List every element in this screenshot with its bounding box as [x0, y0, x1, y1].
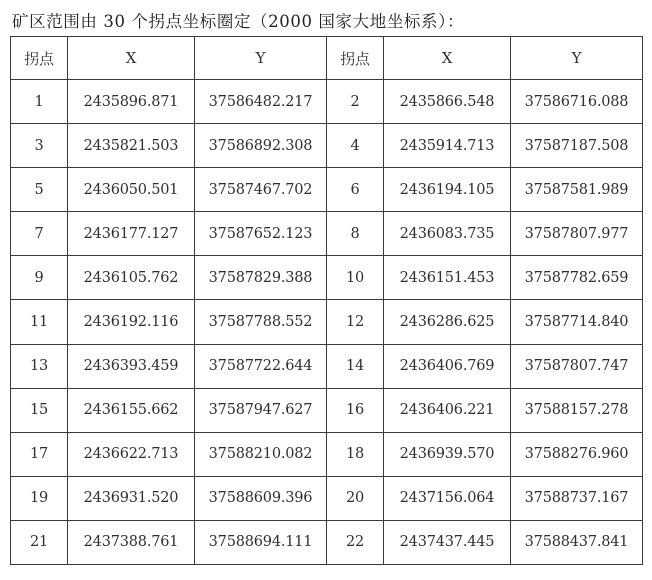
y-coordinate: 37588210.082	[195, 432, 327, 476]
x-coordinate: 2436286.625	[384, 300, 511, 344]
x-coordinate: 2436939.570	[384, 432, 511, 476]
x-coordinate: 2437156.064	[384, 476, 511, 520]
x-coordinate: 2436622.713	[68, 432, 195, 476]
x-coordinate: 2437388.761	[68, 520, 195, 564]
x-coordinate: 2437437.445	[384, 520, 511, 564]
x-coordinate: 2435866.548	[384, 80, 511, 124]
y-coordinate: 37588609.396	[195, 476, 327, 520]
y-coordinate: 37587807.747	[511, 344, 643, 388]
y-coordinate: 37587187.508	[511, 124, 643, 168]
x-coordinate: 2435821.503	[68, 124, 195, 168]
x-coordinate: 2436931.520	[68, 476, 195, 520]
table-row	[11, 344, 643, 388]
y-coordinate: 37587714.840	[511, 300, 643, 344]
x-coordinate: 2436105.762	[68, 256, 195, 300]
y-coordinate: 37587581.989	[511, 168, 643, 212]
header-y-left: Y	[195, 37, 327, 80]
table-row	[11, 476, 643, 520]
point-number: 20	[327, 476, 384, 520]
y-coordinate: 37587782.659	[511, 256, 643, 300]
y-coordinate: 37587788.552	[195, 300, 327, 344]
table-row	[11, 520, 643, 564]
header-row	[11, 37, 643, 80]
x-coordinate: 2436406.769	[384, 344, 511, 388]
table-row	[11, 124, 643, 168]
y-coordinate: 37587947.627	[195, 388, 327, 432]
x-coordinate: 2435896.871	[68, 80, 195, 124]
table-caption: 矿区范围由 30 个拐点坐标圈定（2000 国家大地坐标系）：	[12, 12, 465, 31]
y-coordinate: 37586716.088	[511, 80, 643, 124]
point-number: 1	[11, 80, 68, 124]
point-number: 2	[327, 80, 384, 124]
y-coordinate: 37587722.644	[195, 344, 327, 388]
point-number: 17	[11, 432, 68, 476]
point-number: 18	[327, 432, 384, 476]
y-coordinate: 37587807.977	[511, 212, 643, 256]
x-coordinate: 2436083.735	[384, 212, 511, 256]
point-number: 11	[11, 300, 68, 344]
point-number: 12	[327, 300, 384, 344]
point-number: 7	[11, 212, 68, 256]
x-coordinate: 2436050.501	[68, 168, 195, 212]
y-coordinate: 37586482.217	[195, 80, 327, 124]
point-number: 19	[11, 476, 68, 520]
table-row	[11, 80, 643, 124]
header-point-right: 拐点	[327, 37, 384, 80]
table-row	[11, 300, 643, 344]
header-x-left: X	[68, 37, 195, 80]
table-row	[11, 212, 643, 256]
y-coordinate: 37588694.111	[195, 520, 327, 564]
y-coordinate: 37587467.702	[195, 168, 327, 212]
y-coordinate: 37587829.388	[195, 256, 327, 300]
x-coordinate: 2436393.459	[68, 344, 195, 388]
x-coordinate: 2436194.105	[384, 168, 511, 212]
x-coordinate: 2435914.713	[384, 124, 511, 168]
point-number: 8	[327, 212, 384, 256]
point-number: 5	[11, 168, 68, 212]
point-number: 13	[11, 344, 68, 388]
y-coordinate: 37588437.841	[511, 520, 643, 564]
point-number: 6	[327, 168, 384, 212]
point-number: 15	[11, 388, 68, 432]
y-coordinate: 37587652.123	[195, 212, 327, 256]
coordinates-table	[10, 36, 643, 565]
x-coordinate: 2436406.221	[384, 388, 511, 432]
x-coordinate: 2436177.127	[68, 212, 195, 256]
point-number: 16	[327, 388, 384, 432]
table-row	[11, 256, 643, 300]
x-coordinate: 2436155.662	[68, 388, 195, 432]
header-point-left: 拐点	[11, 37, 68, 80]
point-number: 10	[327, 256, 384, 300]
point-number: 22	[327, 520, 384, 564]
point-number: 4	[327, 124, 384, 168]
header-x-right: X	[384, 37, 511, 80]
y-coordinate: 37588276.960	[511, 432, 643, 476]
y-coordinate: 37586892.308	[195, 124, 327, 168]
point-number: 3	[11, 124, 68, 168]
point-number: 21	[11, 520, 68, 564]
table-row	[11, 168, 643, 212]
point-number: 9	[11, 256, 68, 300]
point-number: 14	[327, 344, 384, 388]
table-row	[11, 432, 643, 476]
header-y-right: Y	[511, 37, 643, 80]
y-coordinate: 37588737.167	[511, 476, 643, 520]
x-coordinate: 2436192.116	[68, 300, 195, 344]
x-coordinate: 2436151.453	[384, 256, 511, 300]
table-row	[11, 388, 643, 432]
y-coordinate: 37588157.278	[511, 388, 643, 432]
